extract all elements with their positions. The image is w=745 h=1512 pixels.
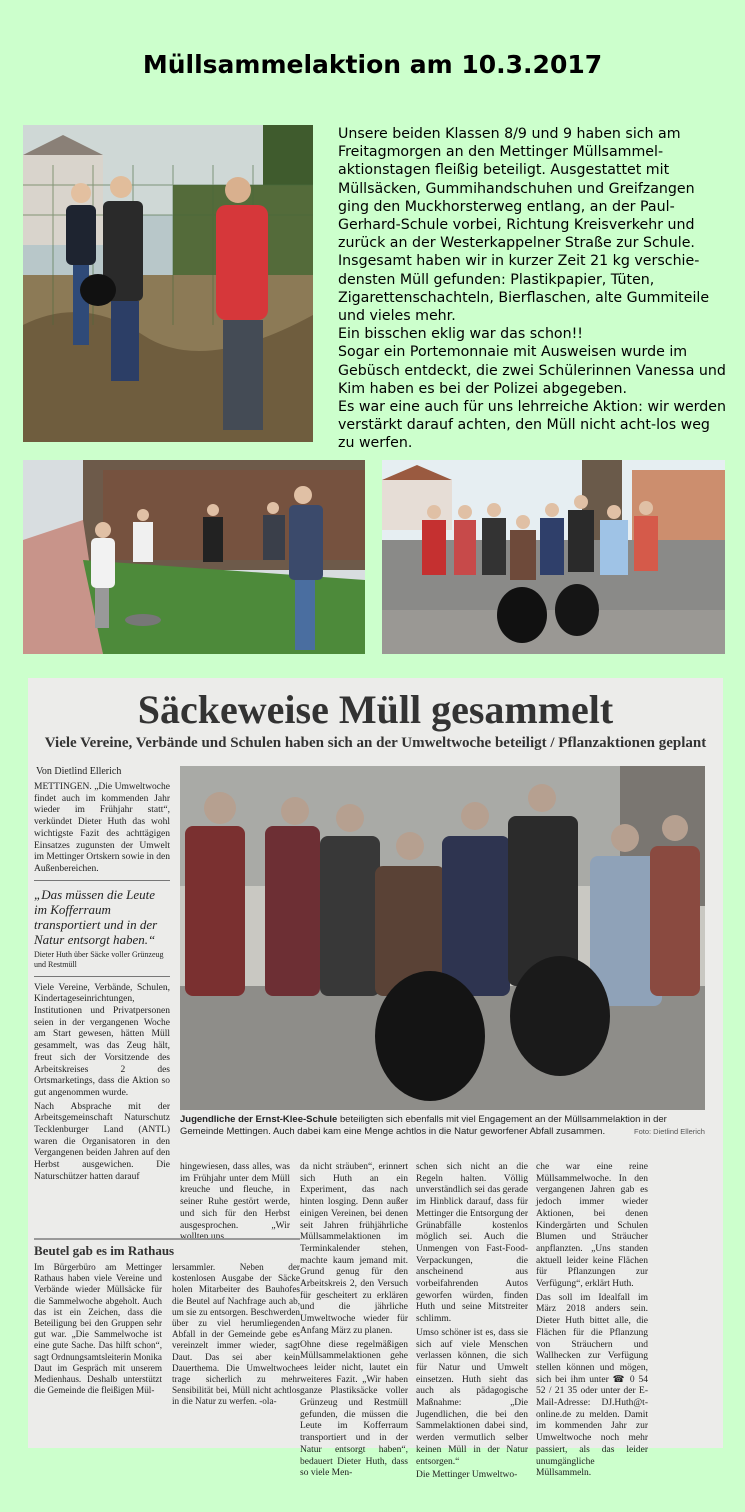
intro-paragraph: Es war eine auch für uns lehrreiche Aktion: wir werden verstärkt darauf achten, den Müll nicht acht-los weg zu werfen. bbox=[338, 399, 726, 452]
article-paragraph: Nach Absprache mit der Arbeitsgemeinschaft Naturschutz Tecklenburger Land (ANTL) waren die Organisatoren in den Vergangenen beiden Jahren auf den Herbst ausgewichen. Die Naturschützer hatten darauf bbox=[34, 1101, 170, 1182]
article-author: Von Dietlind Ellerich bbox=[36, 766, 122, 777]
article-column-3 bbox=[300, 1162, 408, 1482]
article-paragraph: che war eine reine Müllsammelwoche. In den vergangenen Jahren gab es jedoch immer wieder Aktionen, bei denen Kindergärten und Schulen Blumen und Sträucher anpflanzten. „Uns standen aktuell leider keine Flächen für Pflanzungen zur Verfügung“, erklärt Huth. bbox=[536, 1162, 648, 1290]
info-box-text: lersammler. Neben der kostenlosen Ausgabe der Säcke holen Mitarbeiter des Bauhofes die Beutel auf Nachfrage auch ab, um sie zu entsorgen. Beschwerden über zu viel herumliegenden Abfall in der Gemeinde gebe es vereinzelt immer wieder, sagt Daut. Das sei aber kein Dauerthema. Die Umweltwoche trage sicherlich zu mehr Sensibilität bei, Müll nicht achtlos in die Natur zu werfen. -ola- bbox=[172, 1262, 300, 1407]
intro-paragraph: Ein bisschen eklig war das schon!! bbox=[338, 326, 583, 343]
article-column-5 bbox=[536, 1162, 648, 1482]
article-subheadline: Viele Vereine, Verbände und Schulen haben sich an der Umweltwoche beteiligt / Pflanzaktionen geplant bbox=[44, 735, 707, 751]
caption-text: beteiligten sich ebenfalls mit viel Engagement an der Müllsammelaktion in der Gemeinde Mettingen. Auch dabei kam eine Menge achtlos in die Natur geworfener Abfall zusammen. bbox=[180, 1114, 667, 1137]
article-paragraph: Die Mettinger Umweltwo- bbox=[416, 1470, 518, 1481]
pull-quote-source: Dieter Huth über Säcke voller Grünzeug und Restmüll bbox=[34, 949, 164, 969]
article-column-1 bbox=[34, 782, 170, 1186]
article-paragraph: Das soll im Idealfall im März 2018 anders sein. Dieter Huth bittet alle, die Flächen für die Pflanzung von Sträuchern und Wallhecken zur Verfügung stellen können und mögen, sich bei ihm unter ☎ 0 54 52 / 21 35 oder unter der E-Mail-Adresse: DJ.Huth@t-online.de zu melden. Damit im kommenden Jahr zur Umweltwoche noch mehr passiert, als das leider unumgängliche Müllsammeln. bbox=[536, 1292, 648, 1479]
article-paragraph: hingewiesen, dass alles, was im Frühjahr unter dem Müll kreuche und fleuche, in seiner Ruhe gestört werde, und sich für den Herbst ausgesprochen. „Wir wollten uns bbox=[180, 1162, 290, 1243]
article-paragraph: Umso schöner ist es, dass sie sich auf viele Menschen verlassen können, die sich für Natur und Umwelt einsetzen. Huth sieht das auch als pädagogische Maßnahme: „Die Jugendlichen, die bei den Sammelaktionen dabei sind, werden vermutlich selber keinen Müll in der Natur entsorgen.“ bbox=[416, 1327, 528, 1467]
article-photo bbox=[180, 766, 705, 1110]
intro-paragraph: Sogar ein Portemonnaie mit Ausweisen wurde im Gebüsch entdeckt, die zwei Schülerinnen Vanessa und Kim haben es bei der Polizei abgegeben. bbox=[338, 344, 726, 397]
info-box-heading: Beutel gab es im Rathaus bbox=[34, 1238, 300, 1259]
intro-paragraph: Unsere beiden Klassen 8/9 und 9 haben sich am Freitagmorgen an den Mettinger Müllsammel-aktionstagen fleißig beteiligt. Ausgestattet mit Müllsäcken, Gummihandschuhen und Greifzangen ging den Muckhorsterweg entlang, an der Paul-Gerhard-Schule vorbei, Richtung Kreisverkehr und zurück an der Westerkappelner Straße zur Schule. Insgesamt haben wir in kurzer Zeit 21 kg verschie-densten Müll gefunden: Plastikpapier, Tüten, Zigarettenschachteln, Bierflaschen, alte Gummiteile und vieles mehr. bbox=[338, 126, 710, 325]
photo-students-sidewalk bbox=[23, 460, 365, 654]
photo-caption bbox=[180, 1114, 705, 1137]
article-paragraph: schen sich nicht an die Regeln halten. Völlig unverständlich sei das gerade im Hinblick darauf, dass für Mettinger die Entsorgung der Grünabfälle kostenlos möglich sei. Auch die Unmengen von Fast-Food-Verpackungen, die anscheinend aus vorbeifahrenden Autos geworfen würden, finden Huth und seine Mitstreiter schlimm. bbox=[416, 1162, 528, 1325]
photo-credit: Foto: Dietlind Ellerich bbox=[634, 1127, 705, 1136]
article-paragraph: da nicht sträuben“, erinnert sich Huth an ein Experiment, das nach hinten losging. Denn außer einigen Vereinen, bei denen seit Jahren frühjährliche Müllsammelaktionen im Terminkalender stehen, machte kaum jemand mit. Grund genug für den Arbeitskreis 2, den Versuch für gescheitert zu erklären und die jährliche Umweltwoche wieder für Anfang März zu planen. bbox=[300, 1162, 408, 1336]
photo-group-with-bags bbox=[382, 460, 725, 654]
intro-text bbox=[338, 125, 730, 453]
info-box-column-1 bbox=[34, 1262, 162, 1396]
newspaper-clipping bbox=[28, 678, 723, 1481]
article-lead: METTINGEN. „Die Umweltwoche findet auch im kommenden Jahr wieder im Frühjahr statt“, verkündet Dieter Huth das wohl wichtigste Fazit des achttägigen Einsatzes zugunsten der Umwelt im Mettinger Ortskern sowie in den Außenbereichen. bbox=[34, 782, 170, 874]
article-headline: Säckeweise Müll gesammelt bbox=[137, 687, 614, 732]
pull-quote: „Das müssen die Leute im Kofferraum transportiert und in der Natur entsorgt haben.“ bbox=[34, 886, 158, 947]
photo-students-collecting-trash bbox=[23, 125, 313, 442]
article-paragraph: Viele Vereine, Verbände, Schulen, Kindertageseinrichtungen, Institutionen und Privatpersonen seien in der vergangenen Woche am Start gewesen, hätten Müll gesammelt, was das Zeug hält, freut sich der Vorsitzende des Arbeitskreises 2 des Ortsmarketings, dass die Aktion so gut angenommen wurde. bbox=[34, 982, 170, 1098]
article-column-2 bbox=[180, 1162, 290, 1246]
caption-bold: Jugendliche der Ernst-Klee-Schule bbox=[180, 1114, 338, 1125]
article-column-4 bbox=[416, 1162, 528, 1484]
info-box-column-2 bbox=[172, 1262, 300, 1408]
info-box-text: Im Bürgerbüro am Mettinger Rathaus haben viele Vereine und Verbände wieder Müllsäcke für die Sammelwoche abgeholt. Auch das ist ein Zeichen, dass die Beteiligung bei den Gruppen sehr gut war. „Die Sammelwoche ist eine gute Sache. Das hilft schon“, sagt Ordnungsamtsleiterin Monika Daut im Gespräch mit unserem Medienhaus. Deshalb unterstützt die Gemeinde die fleißigen Mül- bbox=[34, 1262, 162, 1396]
article-paragraph: Ohne diese regelmäßigen Müllsammelaktionen gehe es leider nicht, lautet ein weiteres Fazit. „Wir haben ganze Plastiksäcke voller Grünzeug und Restmüll gefunden, die müssen die Leute im Kofferraum transportiert und in der Natur entsorgt haben“, bedauert Dieter Huth, dass so viele Men- bbox=[300, 1339, 408, 1479]
divider bbox=[34, 976, 170, 977]
page-title: Müllsammelaktion am 10.3.2017 bbox=[142, 50, 603, 79]
divider bbox=[34, 880, 170, 881]
